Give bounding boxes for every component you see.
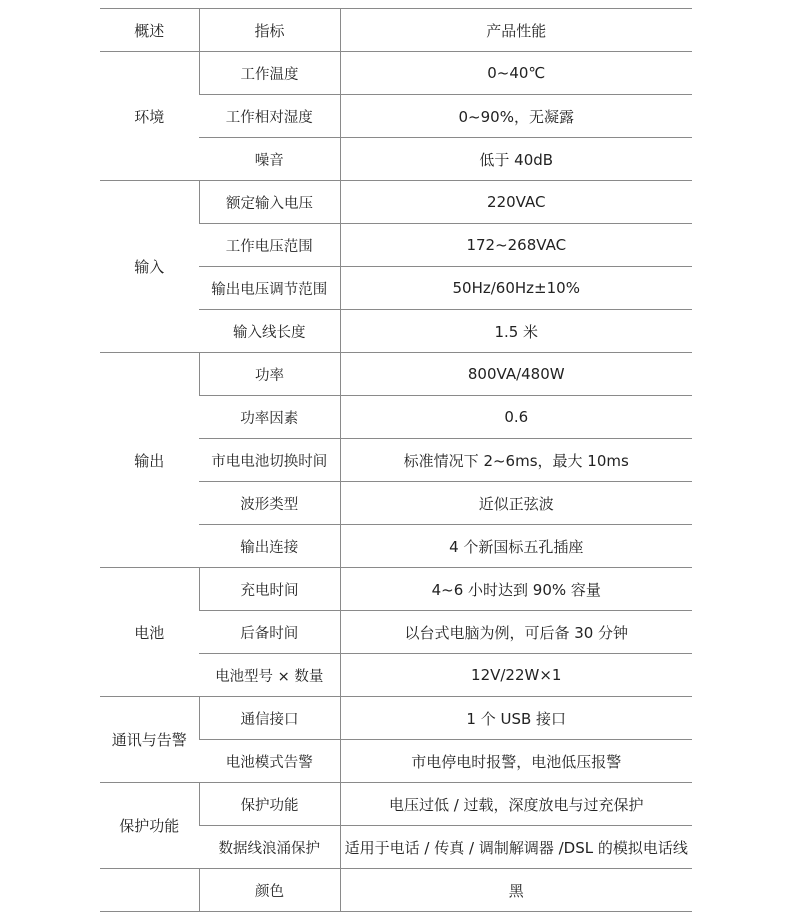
indicator-cell: 功率 — [199, 353, 340, 396]
indicator-cell: 功率因素 — [199, 396, 340, 439]
value-cell: 0~90%，无凝露 — [340, 95, 692, 138]
value-cell: 0.6 — [340, 396, 692, 439]
indicator-cell: 市电电池切换时间 — [199, 439, 340, 482]
value-cell: 近似正弦波 — [340, 482, 692, 525]
indicator-cell: 电池模式告警 — [199, 740, 340, 783]
indicator-cell: 波形类型 — [199, 482, 340, 525]
category-cell: 电池 — [100, 568, 199, 697]
value-cell: 0~40℃ — [340, 52, 692, 95]
table-row — [100, 697, 692, 740]
indicator-cell: 工作温度 — [199, 52, 340, 95]
value-cell: 黑 — [340, 869, 692, 912]
spec-table-body — [100, 52, 692, 912]
value-cell: 1.5 米 — [340, 310, 692, 353]
indicator-cell: 输出连接 — [199, 525, 340, 568]
indicator-cell: 输入线长度 — [199, 310, 340, 353]
indicator-cell: 数据线浪涌保护 — [199, 826, 340, 869]
indicator-cell: 工作电压范围 — [199, 224, 340, 267]
value-cell: 市电停电时报警，电池低压报警 — [340, 740, 692, 783]
table-row — [100, 181, 692, 224]
value-cell: 220VAC — [340, 181, 692, 224]
value-cell: 4 个新国标五孔插座 — [340, 525, 692, 568]
table-row — [100, 783, 692, 826]
category-cell — [100, 869, 199, 912]
indicator-cell: 颜色 — [199, 869, 340, 912]
table-row — [100, 353, 692, 396]
value-cell: 电压过低 / 过载，深度放电与过充保护 — [340, 783, 692, 826]
table-row — [100, 568, 692, 611]
header-indicator: 指标 — [199, 9, 340, 52]
indicator-cell: 工作相对湿度 — [199, 95, 340, 138]
indicator-cell: 输出电压调节范围 — [199, 267, 340, 310]
indicator-cell: 充电时间 — [199, 568, 340, 611]
indicator-cell: 保护功能 — [199, 783, 340, 826]
indicator-cell: 噪音 — [199, 138, 340, 181]
value-cell: 低于 40dB — [340, 138, 692, 181]
category-cell: 环境 — [100, 52, 199, 181]
spec-table — [100, 8, 692, 912]
category-cell: 输出 — [100, 353, 199, 568]
value-cell: 12V/22W×1 — [340, 654, 692, 697]
value-cell: 172~268VAC — [340, 224, 692, 267]
indicator-cell: 通信接口 — [199, 697, 340, 740]
category-cell: 保护功能 — [100, 783, 199, 869]
indicator-cell: 电池型号 × 数量 — [199, 654, 340, 697]
value-cell: 4~6 小时达到 90% 容量 — [340, 568, 692, 611]
indicator-cell: 后备时间 — [199, 611, 340, 654]
value-cell: 以台式电脑为例，可后备 30 分钟 — [340, 611, 692, 654]
header-performance: 产品性能 — [340, 9, 692, 52]
value-cell: 适用于电话 / 传真 / 调制解调器 /DSL 的模拟电话线 — [340, 826, 692, 869]
value-cell: 50Hz/60Hz±10% — [340, 267, 692, 310]
category-cell: 输入 — [100, 181, 199, 353]
table-row — [100, 52, 692, 95]
value-cell: 800VA/480W — [340, 353, 692, 396]
value-cell: 标准情况下 2~6ms，最大 10ms — [340, 439, 692, 482]
category-cell: 通讯与告警 — [100, 697, 199, 783]
table-row — [100, 869, 692, 912]
indicator-cell: 额定输入电压 — [199, 181, 340, 224]
header-category: 概述 — [100, 9, 199, 52]
spec-table-header — [100, 9, 692, 52]
value-cell: 1 个 USB 接口 — [340, 697, 692, 740]
header-row — [100, 9, 692, 52]
